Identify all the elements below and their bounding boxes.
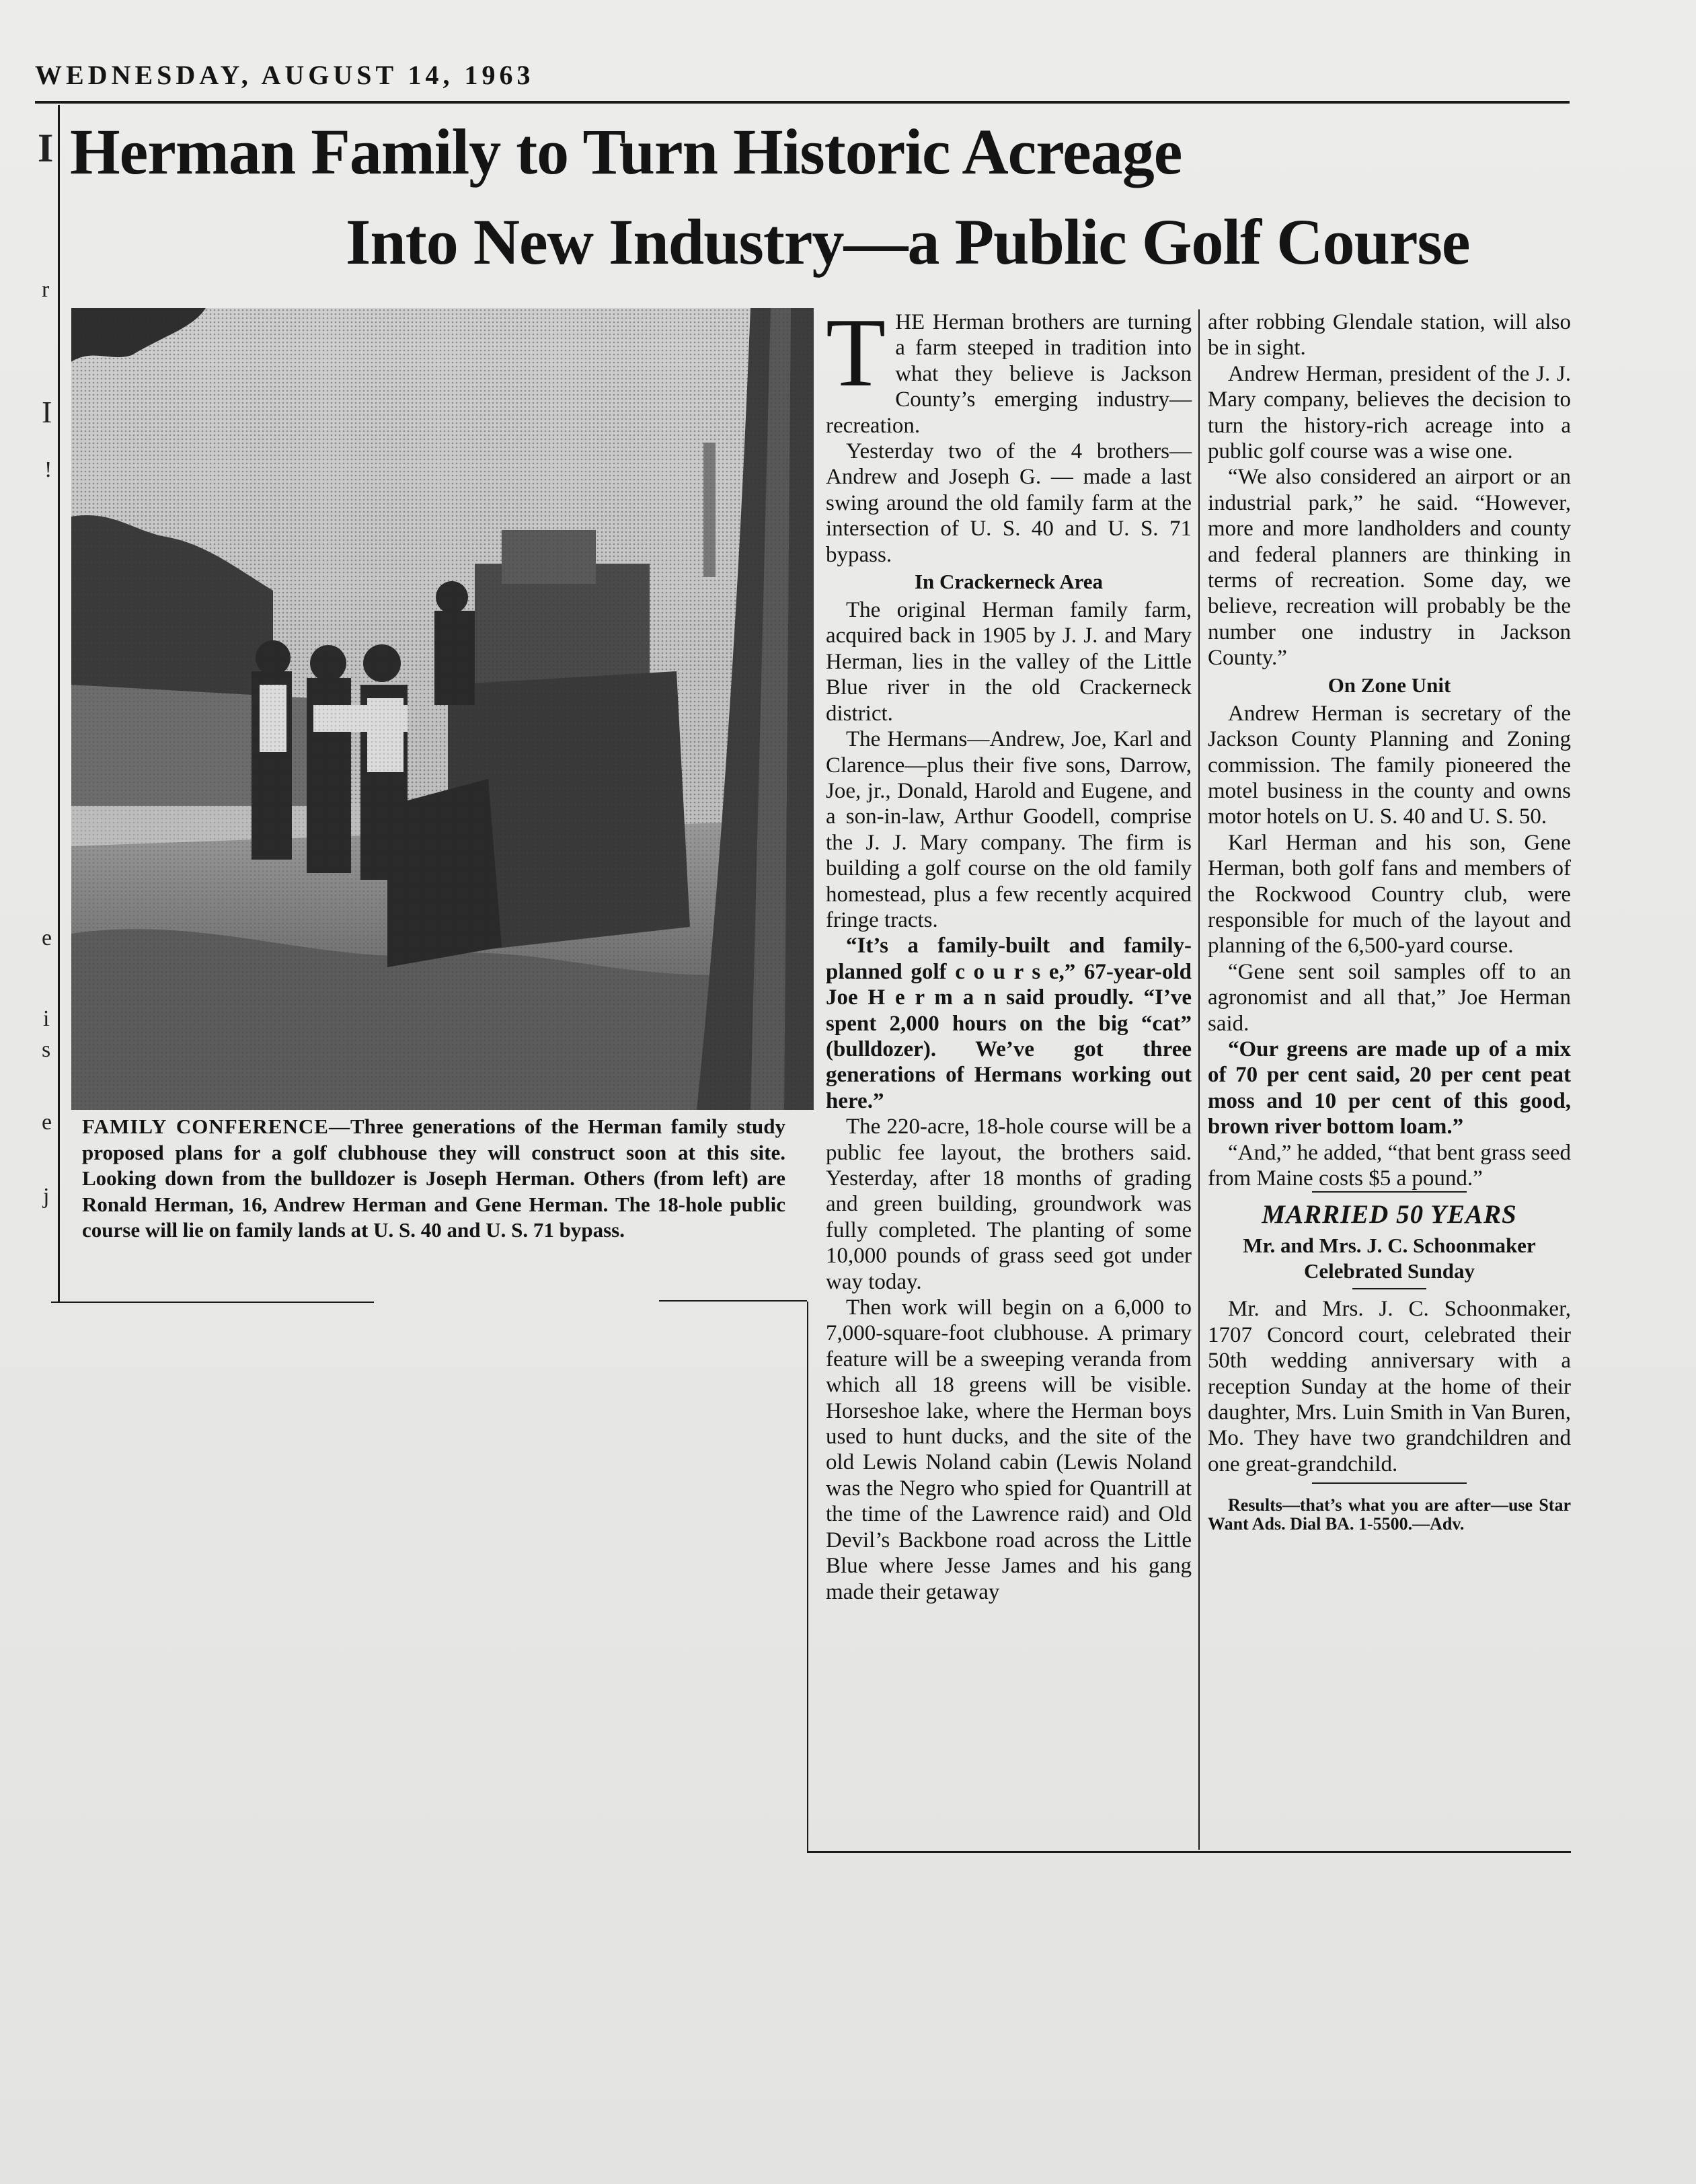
- photo-caption: [82, 1114, 785, 1244]
- column-divider: [807, 1302, 808, 1853]
- article-paragraph: “We also considered an airport or an industrial park,” he said. “However, more and more landholders and county and federal planners are thinking in terms of recreation. Some day, we believe, recreation will probably be the number one industry in Jackson County.”: [1208, 465, 1571, 671]
- family-conference-photo: [71, 308, 814, 1110]
- notice-top-rule: [1312, 1191, 1467, 1193]
- notice-rule: [1352, 1288, 1426, 1289]
- margin-fragment: r: [42, 277, 50, 302]
- article-paragraph: Andrew Herman, president of the J. J. Mary company, believes the decision to turn the history-rich acreage into a public golf course was a wise one.: [1208, 361, 1571, 464]
- drop-cap: T: [826, 298, 886, 407]
- caption-bottom-rule: [51, 1302, 374, 1303]
- article-paragraph: The original Herman family farm, acquired back in 1905 by J. J. and Mary Herman, lies in the valley of the Little Blue river in the old Crackerneck district.: [826, 598, 1192, 726]
- article-paragraph: Karl Herman and his son, Gene Herman, both golf fans and members of the Rockwood Country club, were responsible for much of the layout and planning of the 6,500-yard course.: [1208, 830, 1571, 958]
- notice-title: MARRIED 50 YEARS: [1262, 1200, 1517, 1230]
- article-paragraph: after robbing Glendale station, will also be in sight.: [1208, 310, 1571, 361]
- masthead-rule: [35, 101, 1570, 104]
- notice-subhead: Mr. and Mrs. J. C. Schoonmaker Celebrated Sunday: [1243, 1234, 1536, 1283]
- article-paragraph: The Hermans—Andrew, Joe, Karl and Clarence—plus their five sons, Darrow, Joe, jr., Donald, Harold and Eugene, and a son-in-law, Arthur Goodell, comprise the J. J. Mary company. The firm is building a golf course on the old family homestead, plus a few recently acquired fringe tracts.: [826, 727, 1192, 932]
- article-bottom-rule: [807, 1851, 1571, 1853]
- margin-fragment: I: [42, 395, 52, 429]
- caption-text: Three generations of the Herman family study proposed plans for a golf clubhouse they will construct soon at this site. Looking down from the bulldozer is Joseph Herman. Others (from left) are Ronald Herman, 16, Andrew Herman and Gene Herman. The 18-hole public course will lie on family lands at U. S. 40 and U. S. 71 bypass.: [82, 1115, 785, 1242]
- article-quote-paragraph: “It’s a family-built and family-planned golf c o u r s e,” 67-year-old Joe H e r m a n said proudly. “I’ve spent 2,000 hours on the big “cat” (bulldozer). We’ve got three generations of Hermans working out here.”: [826, 934, 1192, 1113]
- margin-fragment: !: [44, 457, 52, 482]
- left-margin-rule: [58, 105, 60, 1302]
- article-paragraph: Then work will begin on a 6,000 to 7,000-square-foot clubhouse. A primary feature will be a sweeping veranda from which all 18 greens will be visible. Horseshoe lake, where the Herman boys used to hunt ducks, and the site of the old Lewis Noland cabin (Lewis Noland was the Negro who spied for Quantrill at the time of the Lawrence raid) and Old Devil’s Backbone road across the Little Blue where Jesse James and his gang made their getaway: [826, 1295, 1192, 1604]
- margin-fragment: s: [42, 1037, 51, 1062]
- advert-rule: [1312, 1482, 1467, 1484]
- article-paragraph: “Gene sent soil samples off to an agronomist and all that,” Joe Herman said.: [1208, 959, 1571, 1036]
- article-paragraph: The 220-acre, 18-hole course will be a public fee layout, the brothers said. Yesterday, after 18 months of grading and green building, groundwork was fully completed. The planting of some 10,000 pounds of grass seed got under way today.: [826, 1115, 1192, 1294]
- dateline: WEDNESDAY, AUGUST 14, 1963: [35, 60, 535, 90]
- want-ads-advert: Results—that’s what you are after—use Star Want Ads. Dial BA. 1-5500.—Adv.: [1208, 1495, 1571, 1534]
- margin-fragment: e: [42, 1110, 52, 1135]
- article-quote-paragraph: “Our greens are made up of a mix of 70 per cent said, 20 per cent peat moss and 10 per cent of this good, brown river bottom loam.”: [1208, 1037, 1571, 1139]
- caption-lead: FAMILY CONFERENCE—: [82, 1115, 350, 1138]
- subhead-zone-unit: On Zone Unit: [1327, 673, 1451, 697]
- column-divider: [1198, 309, 1200, 1850]
- article-paragraph: “And,” he added, “that bent grass seed from Maine costs $5 a pound.”: [1208, 1140, 1571, 1191]
- margin-fragment: I: [38, 126, 54, 170]
- margin-fragment: e: [42, 926, 52, 950]
- margin-fragment: j: [43, 1184, 50, 1209]
- article-paragraph: Yesterday two of the 4 brothers—Andrew and Joseph G. — made a last swing around the old family farm at the intersection of U. S. 40 and U. S. 71 bypass.: [826, 439, 1192, 567]
- headline-line-2: Into New Industry—a Public Golf Course: [346, 206, 1470, 278]
- notice-body: Mr. and Mrs. J. C. Schoonmaker, 1707 Concord court, celebrated their 50th wedding anniversary with a reception Sunday at the home of their daughter, Mrs. Luin Smith in Van Buren, Mo. They have two grandchildren and one great-grandchild.: [1208, 1297, 1571, 1476]
- article-column-1: [826, 298, 1192, 1605]
- headline-line-1: Herman Family to Turn Historic Acreage: [70, 116, 1182, 188]
- article-paragraph: Andrew Herman is secretary of the Jackson County Planning and Zoning commission. The family pioneered the motel business in the county and owns motor hotels on U. S. 40 and U. S. 50.: [1208, 701, 1571, 829]
- article-paragraph: HE Herman brothers are turning a farm steeped in tradition into what they believe is Jackson County’s emerging industry—recreation.: [826, 310, 1192, 438]
- caption-rule: [659, 1300, 807, 1302]
- subhead-crackerneck: In Crackerneck Area: [914, 570, 1104, 594]
- margin-fragment: i: [43, 1006, 50, 1031]
- article-column-2: [1208, 309, 1571, 1534]
